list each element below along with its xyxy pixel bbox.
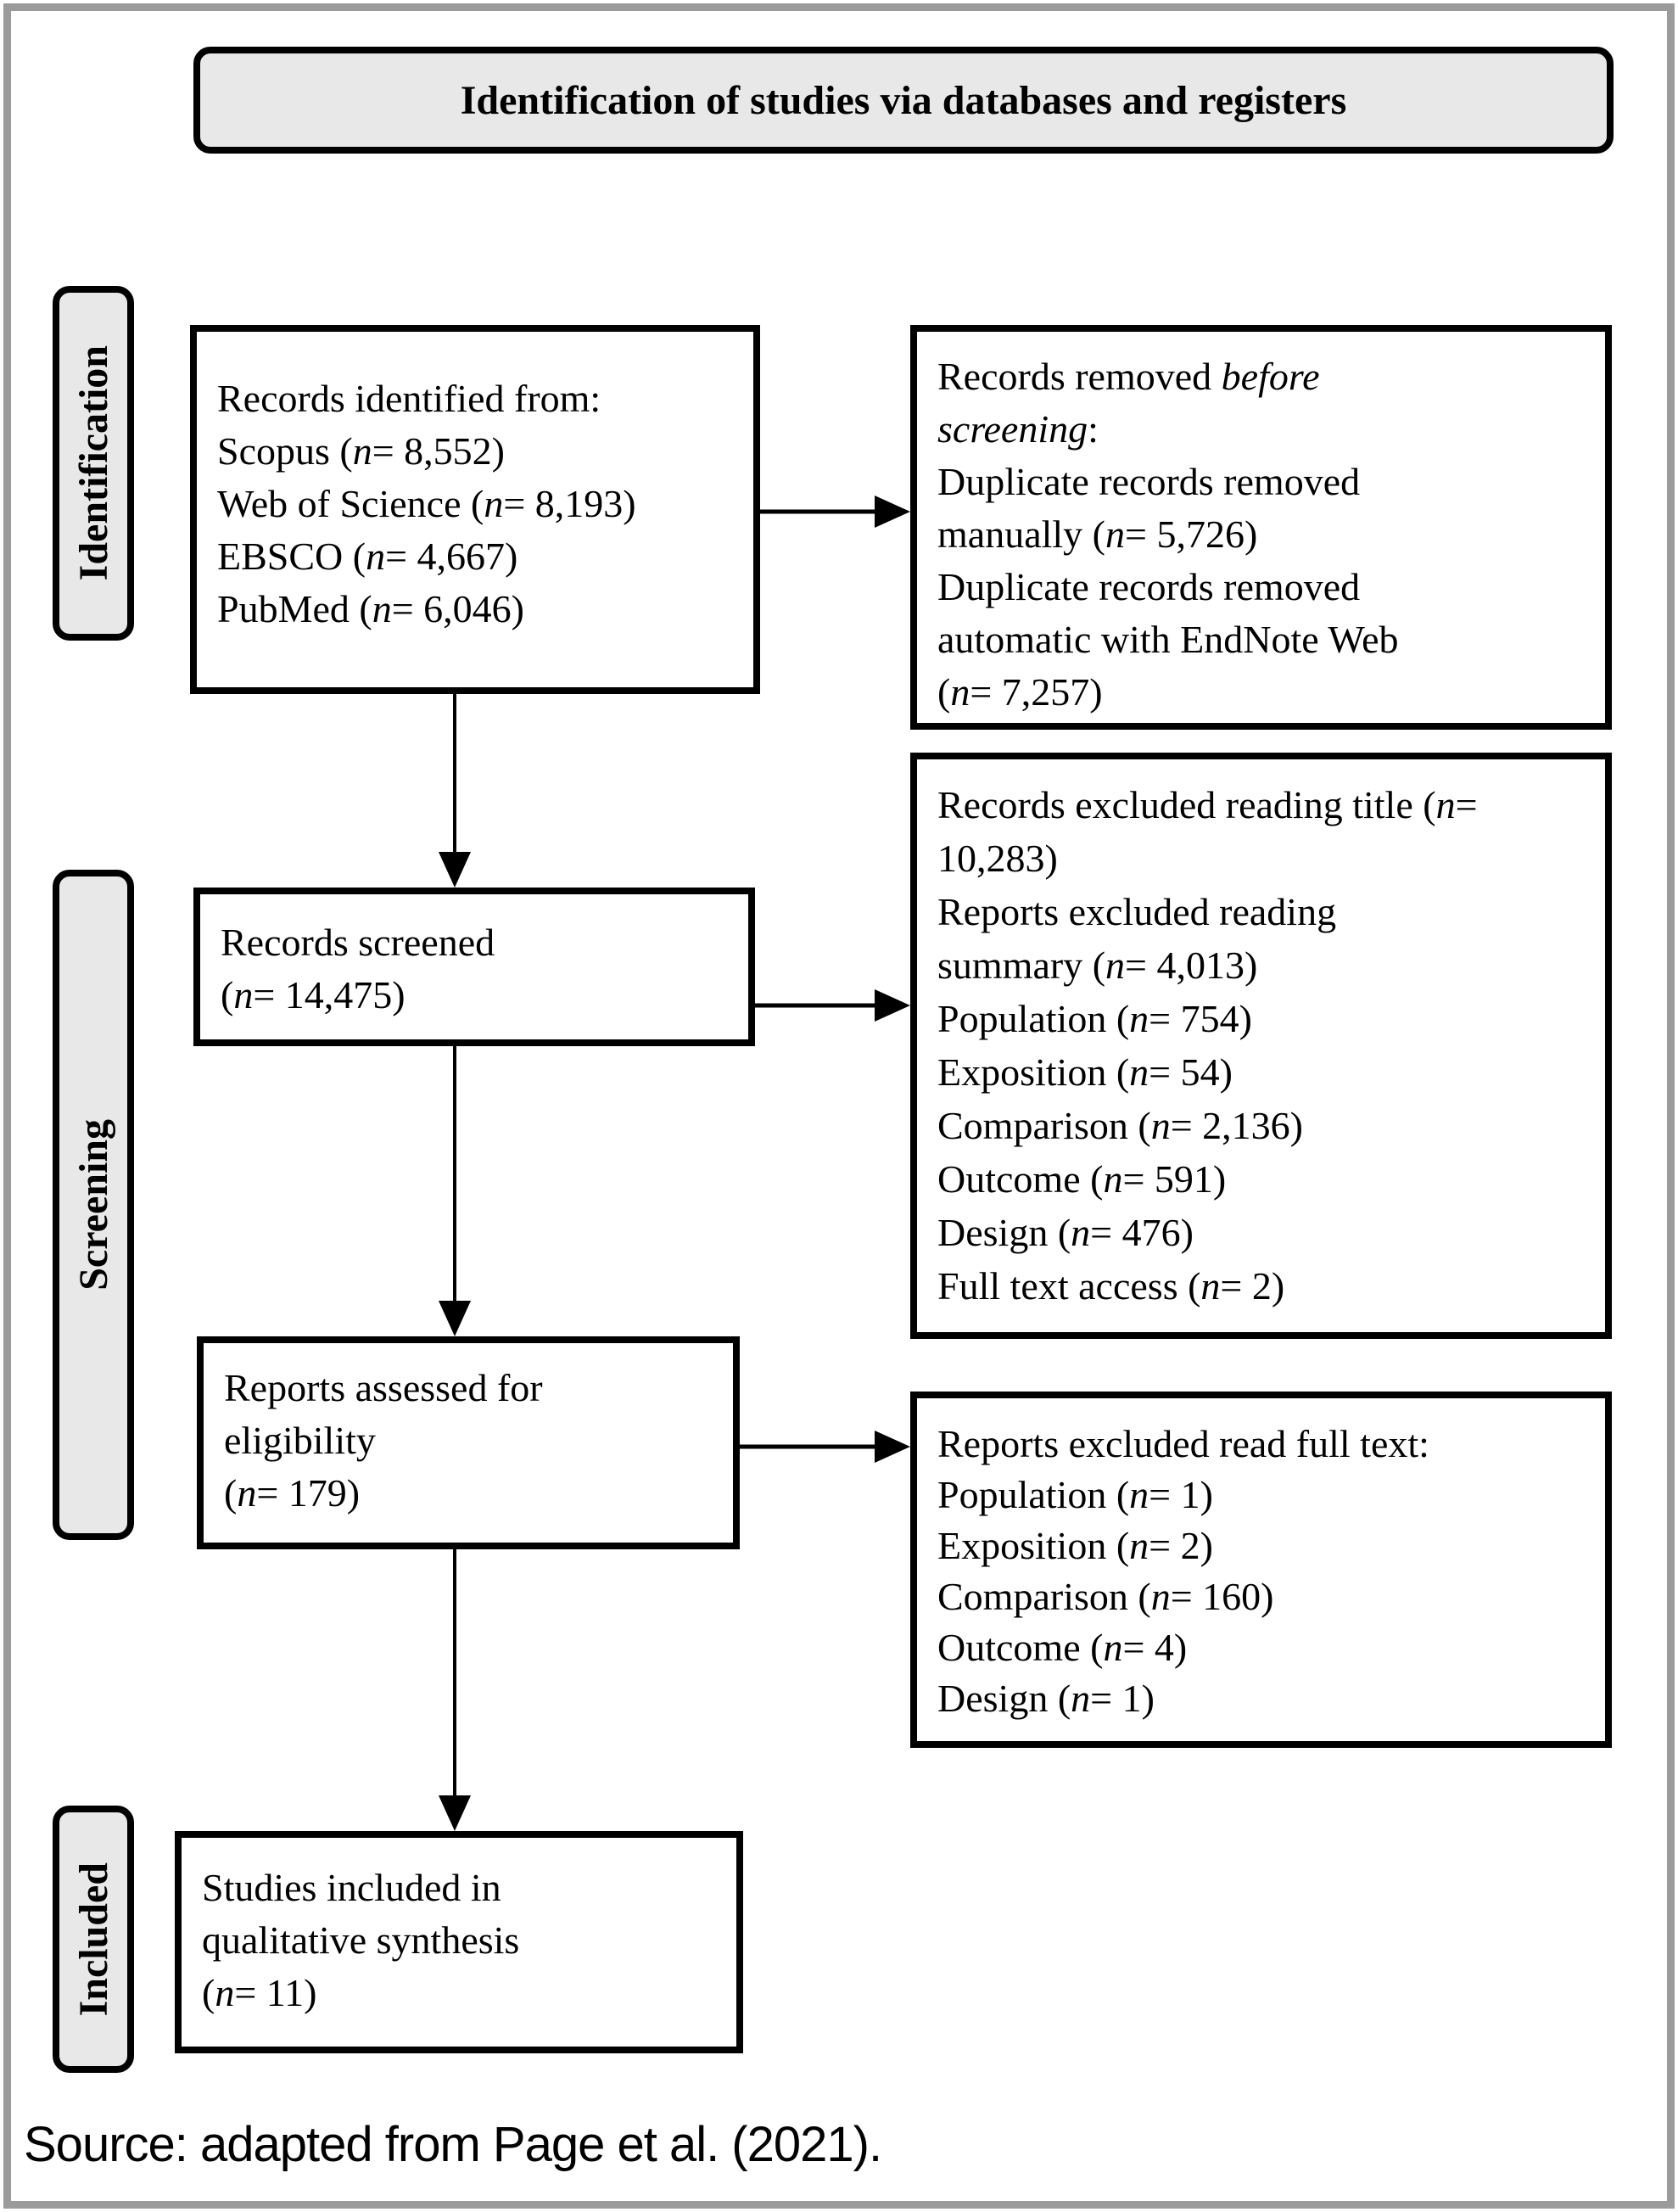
stage-label-included-text: Included: [70, 1862, 116, 2017]
text-line: Outcome (n= 591): [937, 1157, 1227, 1201]
arrow-screened-to-assessed: [439, 1046, 471, 1336]
text-line: automatic with EndNote Web: [937, 618, 1399, 661]
text-line: Population (n= 1): [937, 1473, 1213, 1516]
box-records-identified: [190, 325, 760, 694]
text-line: Population (n= 754): [937, 997, 1252, 1040]
text-line: Reports assessed for: [224, 1366, 543, 1409]
text-line: summary (n= 4,013): [937, 944, 1258, 987]
text-line: (n= 11): [202, 1971, 317, 2014]
box-records-screened: [193, 888, 755, 1046]
text-line: qualitative synthesis: [202, 1918, 520, 1962]
text-line: Web of Science (n= 8,193): [217, 482, 636, 525]
text-line: Duplicate records removed: [937, 460, 1361, 503]
text-line: Records removed before: [937, 355, 1320, 398]
text-line: Design (n= 1): [937, 1677, 1155, 1720]
text-line: Exposition (n= 2): [937, 1524, 1213, 1567]
text-line: 10,283): [937, 837, 1058, 880]
box-reports-assessed-eligibility: [197, 1336, 740, 1549]
box-studies-included: [175, 1831, 743, 2053]
arrow-assessed-to-included: [439, 1549, 471, 1831]
source-note: Source: adapted from Page et al. (2021).: [24, 2117, 882, 2172]
text-line: (n= 179): [224, 1471, 361, 1515]
text-line: (n= 14,475): [221, 973, 406, 1016]
text-line: Records screened: [221, 921, 495, 964]
stage-label-screening-text: Screening: [70, 1119, 116, 1291]
text-line: Comparison (n= 2,136): [937, 1104, 1303, 1147]
text-line: Records excluded reading title (n=: [937, 783, 1478, 826]
text-line: (n= 7,257): [937, 670, 1103, 714]
box-reports-excluded-full-text: [910, 1392, 1612, 1748]
stage-label-identification-text: Identification: [70, 345, 116, 581]
box-records-removed-before-screening: [910, 325, 1612, 730]
text-line: Scopus (n= 8,552): [217, 429, 505, 473]
text-line: Reports excluded reading: [937, 890, 1337, 933]
arrow-identified-to-screened: [439, 694, 471, 888]
text-line: manually (n= 5,726): [937, 512, 1258, 556]
text-line: Full text access (n= 2): [937, 1264, 1285, 1308]
text-line: EBSCO (n= 4,667): [217, 535, 518, 578]
text-line: Outcome (n= 4): [937, 1626, 1188, 1669]
text-line: PubMed (n= 6,046): [217, 587, 524, 630]
arrow-screened-to-excluded: [755, 989, 910, 1022]
text-line: screening:: [937, 407, 1099, 451]
text-line: Reports excluded read full text:: [937, 1422, 1429, 1465]
arrow-identified-to-removed: [755, 496, 910, 528]
text-line: Duplicate records removed: [937, 565, 1361, 608]
diagram-title: Identification of studies via databases and registers: [460, 77, 1347, 123]
text-line: Exposition (n= 54): [937, 1050, 1233, 1094]
arrow-assessed-to-excluded: [740, 1431, 910, 1463]
box-records-excluded-reading-title: [910, 753, 1612, 1339]
text-line: Comparison (n= 160): [937, 1575, 1274, 1618]
text-line: Records identified from:: [217, 377, 601, 420]
text-line: eligibility: [224, 1419, 376, 1462]
text-line: Design (n= 476): [937, 1211, 1194, 1254]
text-line: Studies included in: [202, 1866, 501, 1909]
